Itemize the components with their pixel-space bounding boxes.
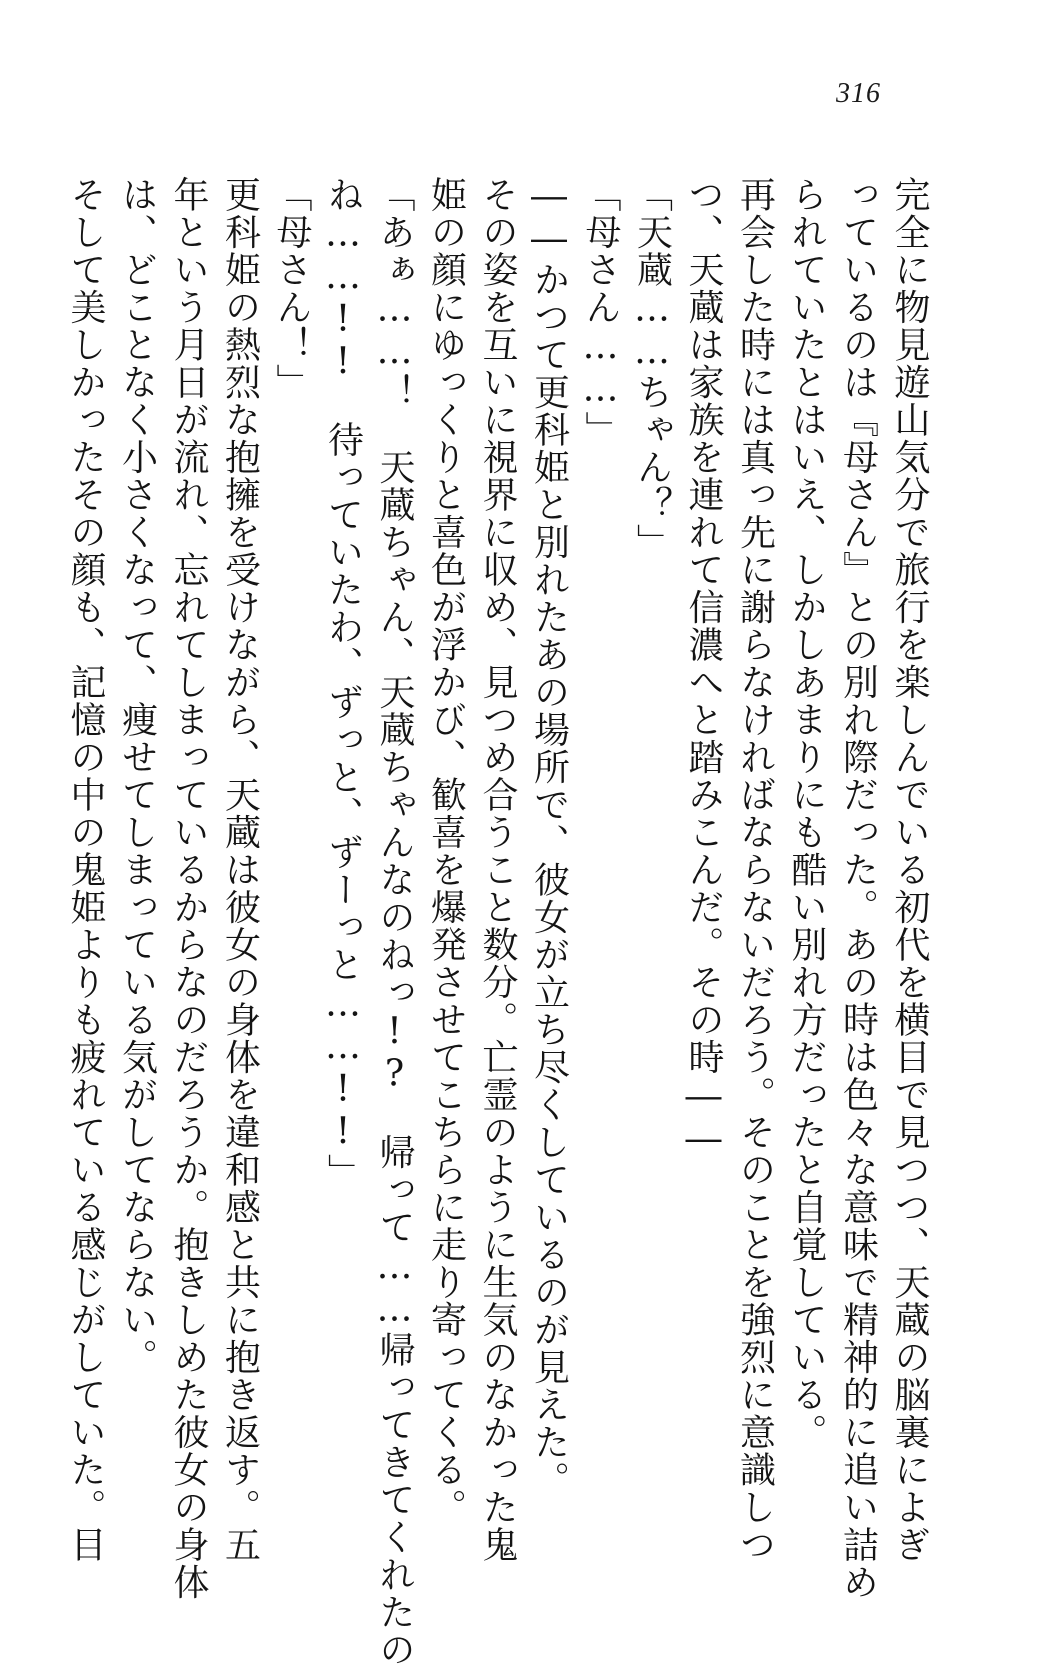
- text-line: 「母さん！」: [271, 176, 312, 401]
- text-line: 再会した時には真っ先に謝らなければならないだろう。そのことを強烈に意識しつ: [734, 176, 776, 1564]
- text-line: ――かつて更科姫と別れたあの場所で、彼女が立ち尽くしているのが見えた。: [528, 176, 570, 1499]
- text-line: っているのは『母さん』との別れ際だった。あの時は色々な意味で精神的に追い詰め: [837, 176, 879, 1601]
- text-line: 年という月日が流れ、忘れてしまっているからなのだろうか。抱きしめた彼女の身体: [168, 176, 209, 1601]
- text-line: 更科姫の熱烈な抱擁を受けながら、天蔵は彼女の身体を違和感と共に抱き返す。五: [219, 176, 261, 1564]
- text-line: 姫の顔にゆっくりと喜色が浮かび、歓喜を爆発させてこちらに走り寄ってくる。: [425, 176, 467, 1526]
- text-line: ね……!! 待っていたわ、ずっと、ずーっと……!!」: [322, 176, 364, 1191]
- text-line: つ、天蔵は家族を連れて信濃へと踏みこんだ。その時――: [683, 176, 724, 1161]
- text-line: 「あぁ……！ 天蔵ちゃん、天蔵ちゃんなのねっ!? 帰って……帰ってきてくれたの: [374, 176, 415, 1669]
- text-line: 完全に物見遊山気分で旅行を楽しんでいる初代を横目で見つつ、天蔵の脳裏によぎ: [889, 176, 930, 1564]
- text-line: そして美しかったその顔も、記憶の中の鬼姫よりも疲れている感じがしていた。目: [65, 176, 106, 1564]
- text-line: は、どことなく小さくなって、痩せてしまっている気がしてならない。: [116, 176, 158, 1376]
- text-line: 「母さん……」: [580, 176, 621, 449]
- text-line: 「天蔵……ちゃん？」: [631, 176, 673, 561]
- text-line: られていたとはいえ、しかしあまりにも酷い別れ方だったと自覚している。: [786, 176, 827, 1451]
- text-line: その姿を互いに視界に収め、見つめ合うこと数分。亡霊のように生気のなかった鬼: [477, 176, 518, 1564]
- page-number: 316: [836, 78, 881, 109]
- novel-text-body: [60, 176, 936, 1669]
